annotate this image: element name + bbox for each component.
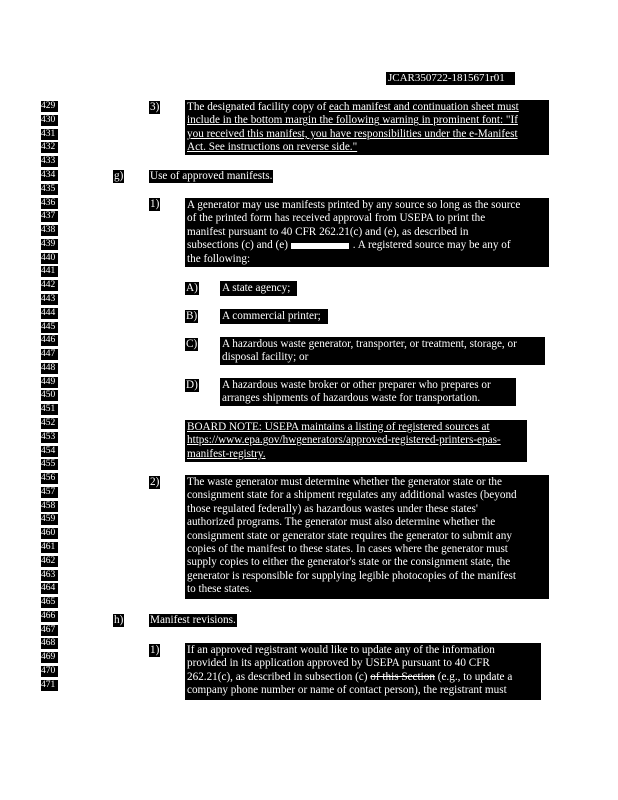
sub-item-line: A hazardous waste broker or other preparer who prepares or <box>222 379 491 391</box>
item-3-line-2a: include in the bottom margin the <box>187 114 336 127</box>
line-number: 435 <box>41 184 58 195</box>
item-h1-line-3c: (e.g., to update a <box>434 670 513 683</box>
item-g2-line: to these states. <box>187 583 252 596</box>
item-h1-deleted-text: of this Section <box>370 670 435 683</box>
item-g2-line: copies of the manifest to these states. In cases where the generator must <box>187 543 508 556</box>
section-h-title: Manifest revisions. <box>150 614 236 626</box>
line-number: 465 <box>41 597 58 608</box>
item-marker-3: 3) <box>150 101 160 113</box>
item-g2-line: those regulated federally) as hazardous wastes under these states' <box>187 502 478 515</box>
line-number: 431 <box>41 129 58 140</box>
line-number: 436 <box>41 198 58 209</box>
line-number: 453 <box>41 432 58 443</box>
line-number: 438 <box>41 225 58 236</box>
line-number: 464 <box>41 583 58 594</box>
item-3-line-1a: The designated facility copy of <box>187 101 329 113</box>
section-g-title: Use of approved manifests. <box>150 170 273 182</box>
line-number: 454 <box>41 446 58 457</box>
sub-item-line: A state agency; <box>222 282 291 294</box>
item-g2-line: consignment state for a shipment regulates any additional wastes (beyond <box>187 489 517 502</box>
line-number: 455 <box>41 459 58 470</box>
line-number: 451 <box>41 404 58 415</box>
line-number: 440 <box>41 253 58 264</box>
line-number: 443 <box>41 294 58 305</box>
item-g1-line: manifest pursuant to 40 CFR 262.21(c) and (e), as described in <box>187 225 469 238</box>
item-h1-line: If an approved registrant would like to update any of the information <box>187 644 495 656</box>
item-marker-g2: 2) <box>150 476 160 488</box>
item-3-line-2b: following warning in prominent font: <box>335 114 504 127</box>
item-h1-line: company phone number or name of contact person), the registrant must <box>187 684 507 697</box>
line-number: 467 <box>41 625 58 636</box>
line-number: 463 <box>41 570 58 581</box>
board-note <box>185 420 527 462</box>
section-h-marker: h) <box>114 614 124 626</box>
line-number: 447 <box>41 349 58 360</box>
sub-item-c-text <box>220 337 545 365</box>
item-g1-text <box>185 198 549 267</box>
item-h1-text <box>185 643 541 700</box>
line-number: 452 <box>41 418 58 429</box>
item-h1-line-3a: 262.21(c), as described in subsection (c) <box>187 670 371 683</box>
sub-item-marker-b: B) <box>186 310 198 322</box>
item-g1-line: the following: <box>187 252 251 265</box>
item-marker-g1: 1) <box>150 198 160 210</box>
line-number: 437 <box>41 211 58 222</box>
line-number: 434 <box>41 170 58 181</box>
sub-item-d-text <box>220 378 516 406</box>
line-number: 457 <box>41 487 58 498</box>
item-g2-line: generator is responsible for supplying legible photocopies of the manifest <box>187 569 517 582</box>
item-marker-h1: 1) <box>150 644 160 656</box>
sub-item-marker-c: C) <box>186 338 198 350</box>
item-g1-line-4a: subsections (c) and (e) <box>187 239 288 252</box>
item-3-text <box>185 100 549 155</box>
line-number: 466 <box>41 611 58 622</box>
line-number: 433 <box>41 156 58 167</box>
section-g-marker: g) <box>114 170 124 182</box>
item-g2-line: authorized programs. The generator must also determine whether the <box>187 516 496 529</box>
sub-item-b-text <box>220 309 328 324</box>
line-number: 470 <box>41 666 58 677</box>
line-number: 471 <box>41 680 58 691</box>
item-3-line-3a: you received this manifest, you <box>187 127 330 140</box>
line-number: 445 <box>41 322 58 333</box>
line-number: 460 <box>41 528 58 539</box>
board-note-url: https://www.epa.gov/hwgenerators/approved-registered-printers-epas- <box>187 434 501 447</box>
item-3-line-2c: "If <box>503 114 518 127</box>
line-number: 450 <box>41 390 58 401</box>
sub-item-line: disposal facility; or <box>222 351 309 364</box>
item-3-line-4: Act. See instructions on reverse side." <box>187 141 358 154</box>
line-number: 429 <box>41 101 58 112</box>
sub-item-marker-a: A) <box>186 282 198 294</box>
board-note-url-end: manifest-registry. <box>187 447 266 460</box>
redaction-mark <box>291 243 349 249</box>
line-number: 462 <box>41 556 58 567</box>
item-3-line-3b: have responsibilities under the e-Manifest <box>329 127 518 140</box>
sub-item-line: A commercial printer; <box>222 310 321 322</box>
line-number: 449 <box>41 377 58 388</box>
board-note-label: BOARD NOTE: <box>187 421 262 433</box>
sub-item-marker-d: D) <box>186 379 198 391</box>
item-g2-text <box>185 475 549 599</box>
line-number: 459 <box>41 514 58 525</box>
line-number: 442 <box>41 280 58 291</box>
line-number: 469 <box>41 652 58 663</box>
sub-item-line: A hazardous waste generator, transporter, or treatment, storage, or <box>222 338 517 350</box>
board-note-line-1: USEPA maintains a listing of registered sources at <box>261 421 490 433</box>
item-g2-line: supply copies to either the generator's state or the consignment state, the <box>187 556 511 569</box>
line-number: 444 <box>41 308 58 319</box>
document-id-header: JCAR350722-1815671r01 <box>386 72 515 85</box>
item-g1-line: of the printed form has received approval from USEPA to print the <box>187 212 486 225</box>
item-g2-line: The waste generator must determine whether the generator state or the <box>187 476 502 488</box>
line-number: 468 <box>41 638 58 649</box>
line-number: 430 <box>41 115 58 126</box>
item-h1-line: provided in its application approved by USEPA pursuant to 40 CFR <box>187 657 490 670</box>
line-number: 432 <box>41 142 58 153</box>
sub-item-a-text <box>220 281 297 296</box>
line-number: 456 <box>41 473 58 484</box>
item-g2-line: consignment state or generator state requires the generator to submit any <box>187 529 512 542</box>
item-3-line-1b: each manifest and continuation sheet must <box>328 101 519 113</box>
line-number: 441 <box>41 266 58 277</box>
line-number: 446 <box>41 335 58 346</box>
item-g1-line: A generator may use manifests printed by any source so long as the source <box>187 199 521 211</box>
line-number: 448 <box>41 363 58 374</box>
sub-item-line: arranges shipments of hazardous waste for transportation. <box>222 392 481 405</box>
item-g1-line-4b: . A registered source may be any of <box>352 239 511 252</box>
line-number: 439 <box>41 239 58 250</box>
line-number: 461 <box>41 542 58 553</box>
line-number: 458 <box>41 501 58 512</box>
